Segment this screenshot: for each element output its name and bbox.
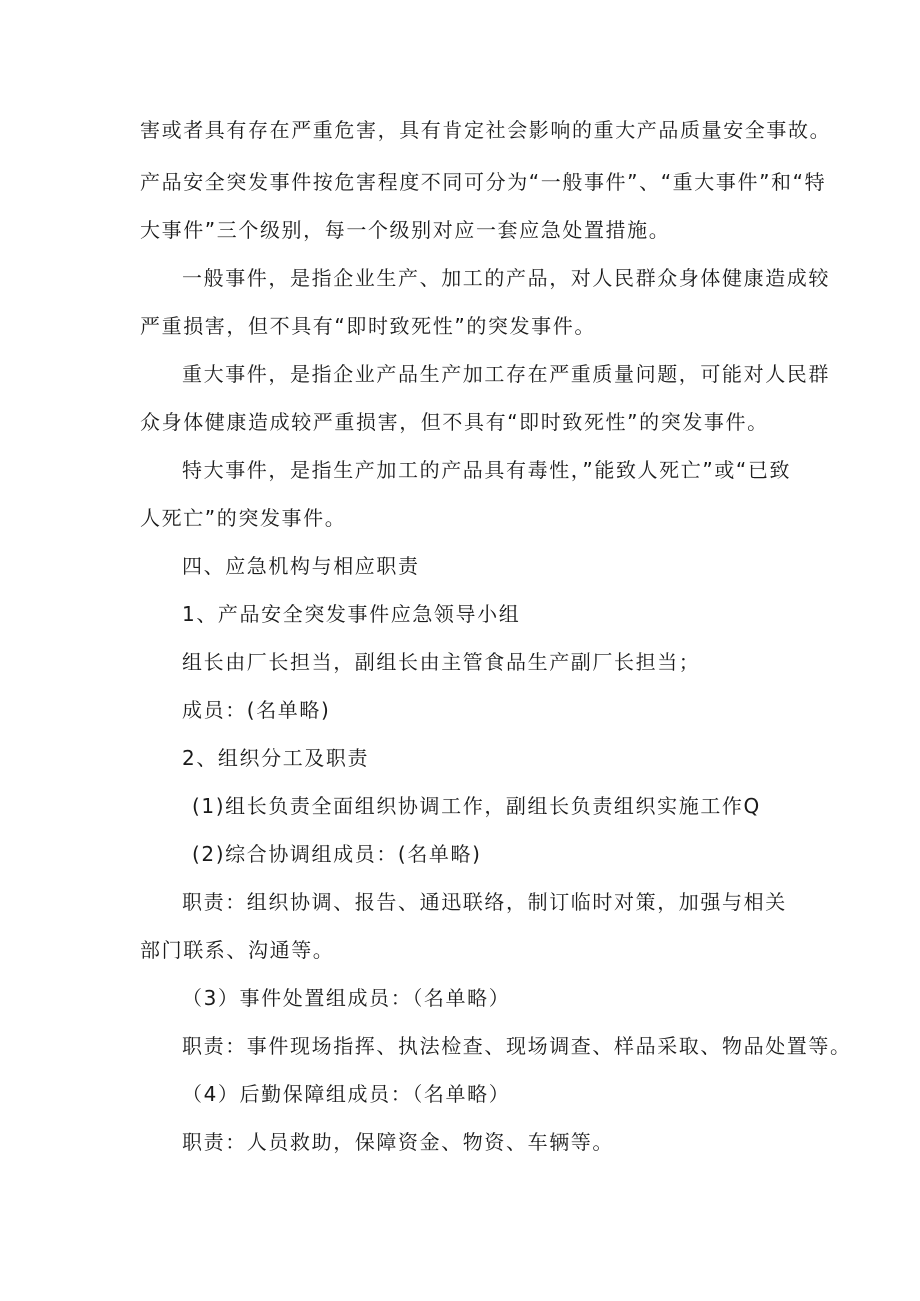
subsection-heading-2: 2、组织分工及职责: [182, 746, 370, 770]
text-line-6: 重大事件，是指企业产品生产加工存在严重质量问题，可能对人民群: [182, 362, 830, 386]
text-line-13: 成员：(名单略): [182, 698, 331, 722]
text-line-16: (2)综合协调组成员：(名单略): [192, 842, 482, 866]
text-line-4: 一般事件，是指企业生产、加工的产品，对人民群众身体健康造成较: [182, 266, 830, 290]
section-heading: 四、应急机构与相应职责: [182, 554, 420, 578]
text-line-19: （3）事件处置组成员：（名单略）: [182, 986, 511, 1010]
text-line-20: 职责：事件现场指挥、执法检查、现场调查、样品采取、物品处置等。: [182, 1034, 852, 1058]
text-line-7: 众身体健康造成较严重损害，但不具有“即时致死性”的突发事件。: [140, 410, 769, 434]
text-line-3: 大事件”三个级别，每一个级别对应一套应急处置措施。: [140, 218, 671, 242]
text-line-8: 特大事件，是指生产加工的产品具有毒性，”能致人死亡”或“已致: [182, 458, 792, 482]
text-line-17: 职责：组织协调、报告、通迅联络，制订临时对策，加强与相关: [182, 890, 787, 914]
subsection-heading-1: 1、产品安全突发事件应急领导小组: [182, 602, 521, 626]
text-line-2: 产品安全突发事件按危害程度不同可分为“一般事件”、“重大事件”和“特: [140, 170, 827, 194]
text-line-5: 严重损害，但不具有“即时致死性”的突发事件。: [140, 314, 596, 338]
text-line-18: 部门联系、沟通等。: [140, 938, 335, 962]
text-line-22: 职责：人员救助，保障资金、物资、车辆等。: [182, 1130, 614, 1154]
text-line-15: (1)组长负责全面组织协调工作，副组长负责组织实施工作Q: [192, 794, 761, 818]
text-line-1: 害或者具有存在严重危害，具有肯定社会影响的重大产品质量安全事故。: [140, 118, 832, 142]
text-line-12: 组长由厂长担当，副组长由主管食品生产副厂长担当；: [182, 650, 701, 674]
text-line-21: （4）后勤保障组成员：（名单略）: [182, 1082, 511, 1106]
text-line-9: 人死亡”的突发事件。: [140, 506, 347, 530]
